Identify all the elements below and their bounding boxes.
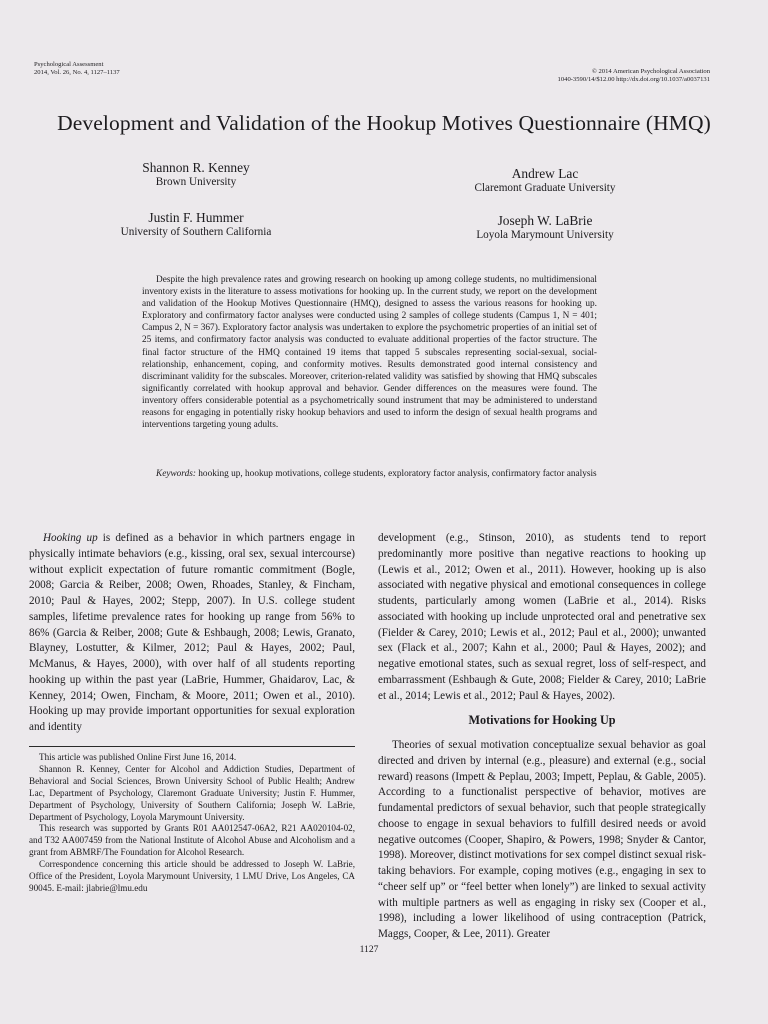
footnote: Shannon R. Kenney, Center for Alcohol and Addiction Studies, Department of Behavioral and Social Sciences, Brown University School of Public Health; Andrew Lac, Department of Psychology, Claremont Graduate University; Justin F. Hummer, Department of Psychology, University of Southern California; Joseph W. LaBrie, Department of Psychology, Loyola Marymount University. [29, 763, 355, 822]
author-name: Joseph W. LaBrie [497, 213, 593, 228]
keywords [142, 468, 597, 480]
journal-name: Psychological Assessment [34, 61, 104, 68]
author-block [86, 210, 306, 239]
footnote: This article was published Online First June 16, 2014. [39, 752, 237, 762]
author-affiliation: Loyola Marymount University [476, 229, 614, 241]
body-column-left [29, 531, 355, 736]
intro-continuation: development (e.g., Stinson, 2010), as students tend to report predominantly more positive than negative reactions to hooking up (Lewis et al., 2012; Owen et al., 2011). However, hooking up is also associated with negative physical and emotional consequences in college students, particularly among women (LaBrie et al., 2014). Risks associated with hooking up include unprotected oral and penetrative sex (Fielder & Carey, 2010; Lewis et al., 2012; Paul et al., 2000); unwanted sex (Flack et al., 2007; Kahn et al., 2000; Paul & Hayes, 2002); and negative emotional states, such as sexual regret, loss of self-respect, and embarrassment (Eshbaugh & Gute, 2008; Fielder & Carey, 2010; LaBrie et al., 2014; Lewis et al., 2012; Paul & Hayes, 2002). [378, 532, 706, 702]
footnotes [29, 752, 355, 895]
author-affiliation: Brown University [155, 176, 237, 188]
section-body [378, 738, 706, 943]
section-paragraph: Theories of sexual motivation conceptualize sexual behavior as goal directed and driven by internal (e.g., pleasure) and external (e.g., social reward) reasons (Impett & Peplau, 2003; Impett, Peplau, & Gable, 2005). According to a functionalist perspective of behavior, motives are fundamental predictors of sexual behavior, such that people strategically choose to engage in sexual behaviors to fulfill desired needs or avoid negative outcomes (Cooper, Shapiro, & Powers, 1998; Snyder & Cantor, 1998). Moreover, distinct motivations for sex compel distinct sexual risk-taking behaviors. For example, coping motives (e.g., engaging in sex to “cheer self up” or “feel better when lonely”) are linked to sexual activity with multiple partners as well as engaging in risky sex (Cooper et al., 1998), including a lower likelihood of using contraception (Patrick, Maggs, Cooper, & Lee, 2011). Greater [378, 739, 706, 940]
footnote: This research was supported by Grants R01 AA012547-06A2, R21 AA020104-02, and T32 AA007459 from the National Institute of Alcohol Abuse and Alcoholism and a grant from ABMRF/The Foundation for Alcohol Research. [29, 823, 355, 858]
copyright-line: © 2014 American Psychological Association [591, 68, 710, 75]
footnote-divider [29, 746, 355, 747]
keywords-label: Keywords: [156, 469, 196, 479]
body-column-right [378, 531, 706, 704]
author-affiliation: Claremont Graduate University [474, 182, 616, 194]
author-affiliation: University of Southern California [120, 226, 272, 238]
article-title: Development and Validation of the Hookup Motives Questionnaire (HMQ) [57, 111, 711, 135]
volume-info: 2014, Vol. 26, No. 4, 1127–1137 [34, 68, 120, 76]
author-block [445, 166, 645, 195]
copyright-header [558, 68, 710, 83]
author-name: Shannon R. Kenney [142, 160, 250, 175]
footnote: Correspondence concerning this article should be addressed to Joseph W. LaBrie, Office of the President, Loyola Marymount University, 1 LMU Drive, Los Angeles, CA 90045. E-mail: jlabrie@lmu.edu [29, 859, 355, 893]
lead-term: Hooking up [43, 532, 98, 544]
author-name: Justin F. Hummer [148, 210, 244, 225]
journal-header [34, 61, 120, 76]
keywords-text: hooking up, hookup motivations, college students, exploratory factor analysis, confirmatory factor analysis [198, 469, 597, 479]
author-name: Andrew Lac [511, 166, 579, 181]
intro-text: is defined as a behavior in which partners engage in physically intimate behaviors (e.g., kissing, oral sex, sexual intercourse) without explicit expectation of future romantic commitment (Bogle, 2008; Garcia & Reiber, 2008; Owen, Rhoades, Stanley, & Fincham, 2010; Paul & Hayes, 2002; Stepp, 2007). In U.S. college student samples, lifetime prevalence rates for hooking up range from 56% to 86% (Garcia & Reiber, 2008; Gute & Eshbaugh, 2008; Lewis, Granato, Blayney, Lostutter, & Kilmer, 2012; Paul & Hayes, 2002; Paul, McManus, & Hayes, 2000), with over half of all students reporting hooking up within the past year (LaBrie, Hummer, Ghaidarov, Lac, & Kenney, 2014; Owen, Fincham, & Moore, 2011; Owen et al., 2010). Hooking up may provide important opportunities for sexual exploration and identity [29, 532, 355, 733]
author-block [96, 160, 296, 189]
author-block [445, 213, 645, 242]
intro-paragraph [29, 531, 355, 736]
section-heading: Motivations for Hooking Up [468, 713, 616, 727]
doi-line: 1040-3590/14/$12.00 http://dx.doi.org/10.1037/a0037131 [557, 75, 710, 83]
page-number: 1127 [359, 944, 379, 955]
abstract: Despite the high prevalence rates and growing research on hooking up among college students, no multidimensional inventory exists in the literature to assess motivations for hooking up. In the current study, we report on the development and validation of the Hookup Motives Questionnaire (HMQ), designed to assess the various reasons for hooking up. Exploratory and confirmatory factor analyses were conducted using 2 samples of college students (Campus 1, N = 401; Campus 2, N = 367). Exploratory factor analysis was undertaken to explore the psychometric properties of an initial set of 25 items, and confirmatory factor analysis was conducted to evaluate additional properties of the factor structure. The final factor structure of the HMQ contained 19 items that tapped 5 subscales representing social-sexual, social-relationship, enhancement, coping, and conformity motives. Results demonstrated good internal consistency and discriminant validity for the subscales. Moreover, criterion-related validity was satisfied by showing that HMQ subscales significantly correlated with hookup approval and behavior. Gender differences on the measures were found. The inventory offers considerable potential as a psychometrically sound instrument that may be administered to understand reasons for engaging in potentially risky hookup behaviors and used to inform the design of sexual health programs and interventions targeting young adults. [142, 275, 597, 431]
